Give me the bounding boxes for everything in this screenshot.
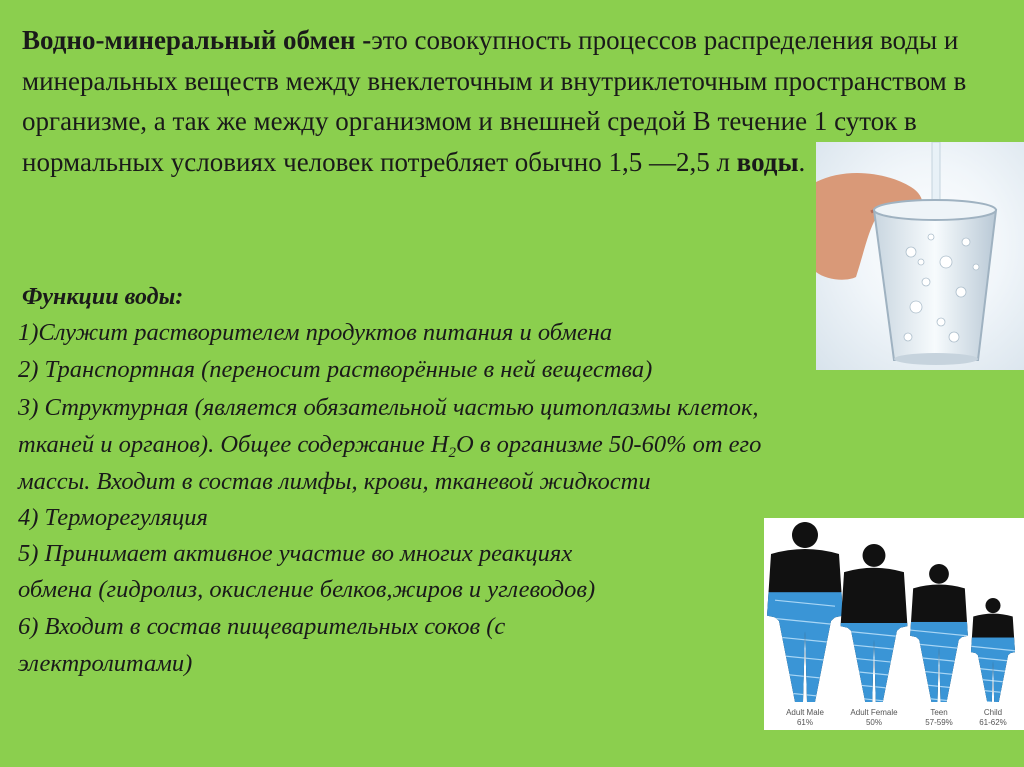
water-texture	[963, 678, 1023, 684]
water-texture	[909, 670, 969, 676]
function-line-1: 1)Служит растворителем продуктов питания и обмена	[18, 319, 613, 346]
function-line-7: 5) Принимает активное участие во многих реакциях	[18, 540, 573, 567]
definition-period: .	[798, 146, 806, 177]
water-texture	[844, 697, 904, 703]
functions-title: Функции воды:	[22, 284, 184, 310]
function-line-8: обмена (гидролиз, окисление белков,жиров и углеводов)	[18, 576, 596, 603]
figure-caption-adult-female: Adult Female 50%	[850, 708, 898, 727]
water-formula-subscript: 2	[448, 445, 457, 461]
water-texture	[844, 671, 904, 677]
definition-term: Водно-минеральный обмен -	[22, 25, 372, 55]
figure-caption-child: Child 61-62%	[979, 708, 1007, 727]
figure-caption-adult-male: Adult Male 61%	[786, 708, 824, 727]
function-line-2: 2) Транспортная (переносит растворённые в ней вещества)	[18, 356, 653, 383]
water-glass-image	[816, 142, 1024, 370]
water-texture	[775, 673, 835, 679]
function-line-6: 4) Терморегуляция	[18, 504, 208, 531]
function-line-4-post: О в организме 50-60% от его	[456, 431, 762, 458]
function-line-3: 3) Структурная (является обязательной частью цитоплазмы клеток,	[18, 394, 759, 421]
figure-caption-teen: Teen 57-59%	[925, 708, 953, 727]
water-texture	[909, 657, 969, 663]
water-texture	[963, 699, 1023, 705]
water-glass-illustration	[816, 142, 1024, 370]
water-texture	[844, 684, 904, 690]
function-line-4	[18, 430, 761, 460]
body-water-figures	[764, 518, 1024, 730]
water-texture	[775, 692, 835, 698]
definition-bold-end: воды	[736, 146, 799, 177]
water-texture	[775, 655, 835, 661]
body-water-image	[764, 518, 1024, 730]
water-texture	[963, 667, 1023, 673]
function-line-5: массы. Входит в состав лимфы, крови, тканевой жидкости	[18, 468, 651, 495]
water-texture	[909, 697, 969, 703]
function-line-9: 6) Входит в состав пищеварительных соков (с	[18, 613, 506, 640]
water-texture	[909, 683, 969, 689]
function-line-4-pre: тканей и органов). Общее содержание Н	[18, 431, 449, 458]
definition-text: это совокупность процессов распределения воды и минеральных веществ между внеклеточным и внутриклеточным пространством в организме, а так же между организмом и внешней средой В течение 1 суток в нормальных условиях человек потребляет обычно 1,5 —2,5 л	[22, 25, 967, 177]
function-line-10: электролитами)	[18, 650, 193, 677]
water-texture	[963, 689, 1023, 695]
water-texture	[844, 657, 904, 663]
water-texture	[844, 644, 904, 650]
